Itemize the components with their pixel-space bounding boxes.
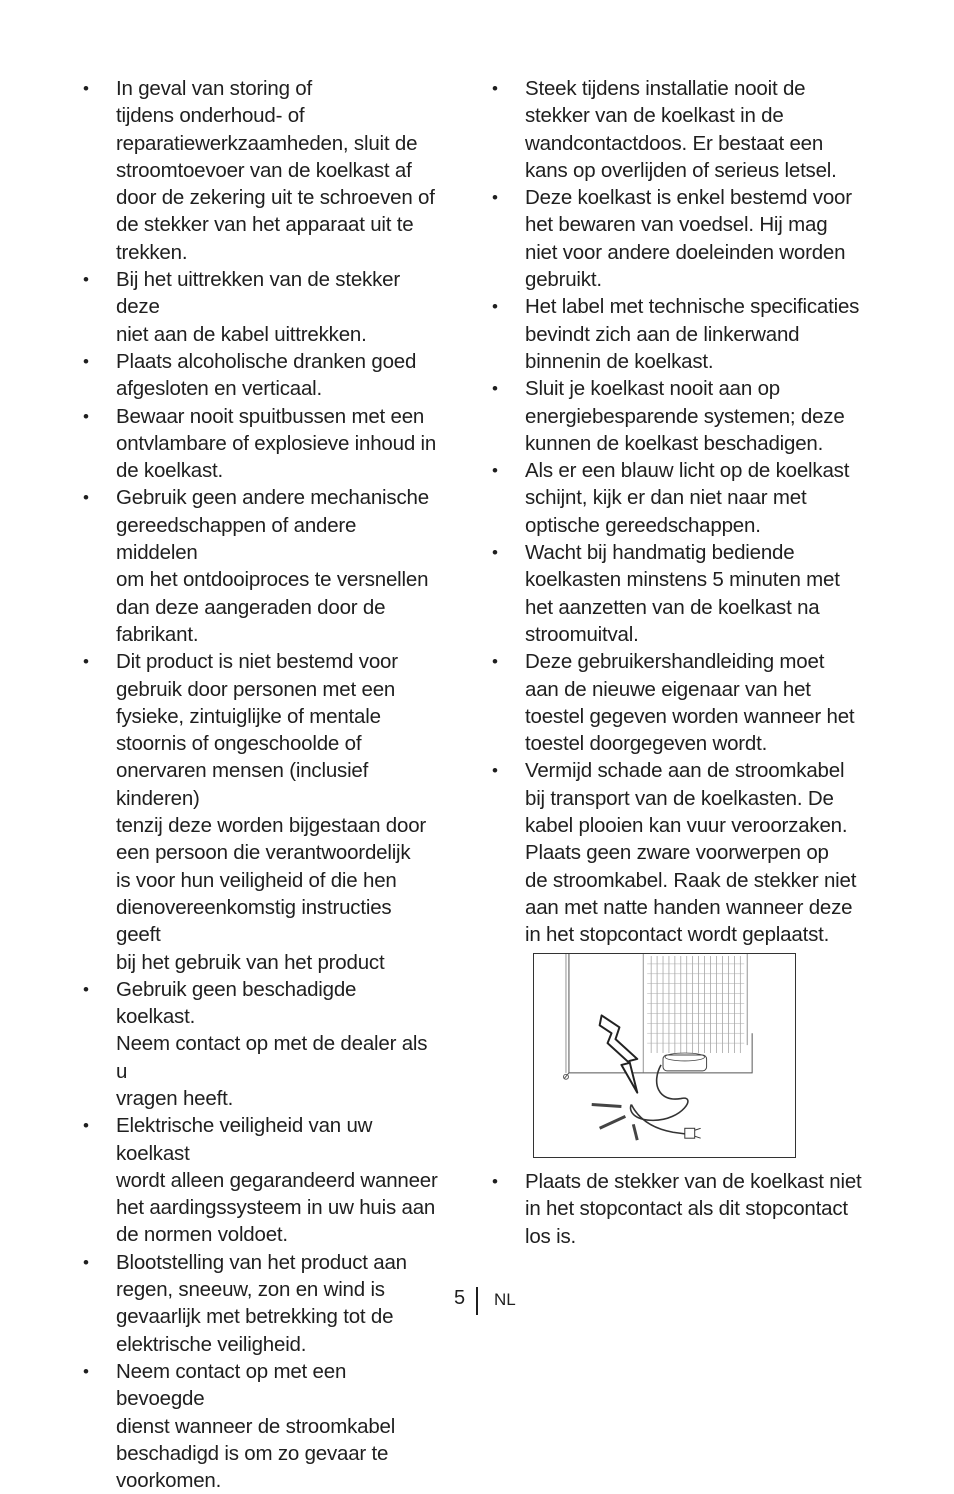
- page-number: 5: [454, 1287, 466, 1309]
- bullet-text-line: trekken.: [116, 240, 188, 264]
- right-bullet-list: [489, 75, 874, 949]
- bullet-dot: •: [83, 351, 89, 371]
- bullet-text-line: elektrische veiligheid.: [116, 1332, 307, 1356]
- bullet-item: [80, 1358, 440, 1494]
- bullet-text-line: niet aan de kabel uittrekken.: [116, 322, 367, 346]
- bullet-item: [80, 1112, 440, 1248]
- bullet-text-line: gereedschappen of andere middelen: [116, 513, 357, 565]
- bullet-text-line: Deze koelkast is enkel bestemd voor: [525, 186, 852, 210]
- bullet-text-line: het aanzetten van de koelkast na: [525, 595, 820, 619]
- bullet-text-line: gebruik door personen met een: [116, 677, 396, 701]
- bullet-item: [80, 648, 440, 976]
- bullet-item: [489, 293, 874, 375]
- bullet-text-line: Deze gebruikershandleiding moet: [525, 650, 825, 674]
- bullet-text-line: aan met natte handen wanneer deze: [525, 895, 853, 919]
- bullet-text-line: Gebruik geen andere mechanische: [116, 486, 429, 510]
- bullet-text-line: onervaren mensen (inclusief kinderen): [116, 759, 369, 810]
- bullet-text-line: optische gereedschappen.: [525, 513, 761, 537]
- bullet-text-line: reparatiewerkzaamheden, sluit de: [116, 131, 418, 155]
- bullet-dot: •: [83, 1252, 89, 1272]
- bullet-item: [489, 539, 874, 648]
- bullet-text-line: bij het gebruik van het product: [116, 950, 385, 974]
- bullet-text-line: Bewaar nooit spuitbussen met een: [116, 404, 425, 428]
- bullet-text-line: bij transport van de koelkasten. De: [525, 786, 834, 810]
- bullet-text-line: wandcontactdoos. Er bestaat een: [525, 131, 824, 155]
- bullet-text-line: energiebesparende systemen; deze: [525, 404, 845, 428]
- bullet-text-line: Plaats de stekker van de koelkast niet: [525, 1170, 862, 1193]
- bullet-text-line: Plaats alcoholische dranken goed: [116, 349, 417, 373]
- bullet-item: [489, 184, 874, 293]
- bullet-text-line: regen, sneeuw, zon en wind is: [116, 1278, 385, 1302]
- bullet-text-line: de koelkast.: [116, 459, 223, 483]
- bullet-text-line: Steek tijdens installatie nooit de: [525, 77, 806, 100]
- bullet-text-line: afgesloten en verticaal.: [116, 377, 323, 401]
- bullet-text-line: Blootstelling van het product aan: [116, 1250, 407, 1274]
- bullet-text-line: gebruikt.: [525, 268, 602, 292]
- bullet-dot: •: [492, 543, 498, 563]
- bullet-dot: •: [83, 1361, 89, 1381]
- bullet-item: [80, 266, 440, 348]
- bullet-dot: •: [83, 652, 89, 672]
- fridge-cable-illustration: [533, 953, 796, 1158]
- bullet-text-line: tenzij deze worden bijgestaan door: [116, 814, 427, 838]
- bullet-text-line: kans op overlijden of serieus letsel.: [525, 158, 837, 182]
- bullet-text-line: Als er een blauw licht op de koelkast: [525, 459, 850, 483]
- bullet-dot: •: [492, 297, 498, 317]
- left-bullet-list: [80, 75, 440, 1494]
- bullet-item: [80, 75, 440, 266]
- bullet-text-line: Gebruik geen beschadigde koelkast.: [116, 977, 357, 1029]
- bullet-item: [489, 457, 874, 539]
- bullet-item: [80, 403, 440, 485]
- bullet-text-line: het aardingssysteem in uw huis aan: [116, 1196, 436, 1220]
- bullet-dot: •: [83, 488, 89, 508]
- bullet-text-line: ontvlambare of explosieve inhoud in: [116, 431, 437, 455]
- bullet-text-line: vragen heeft.: [116, 1086, 234, 1110]
- bullet-text-line: het bewaren van voedsel. Hij mag: [525, 213, 828, 237]
- bullet-text-line: aan de nieuwe eigenaar van het: [525, 677, 811, 701]
- bullet-dot: •: [492, 761, 498, 781]
- bullet-text-line: Elektrische veiligheid van uw koelkast: [116, 1114, 373, 1165]
- bullet-text-line: Bij het uittrekken van de stekker deze: [116, 268, 400, 319]
- bullet-text-line: kabel plooien kan vuur veroorzaken.: [525, 814, 848, 838]
- bullet-dot: •: [492, 79, 498, 98]
- bullet-text-line: los is.: [525, 1224, 577, 1248]
- bullet-text-line: schijnt, kijk er dan niet naar met: [525, 486, 807, 510]
- bullet-text-line: Dit product is niet bestemd voor: [116, 650, 398, 674]
- bullet-dot: •: [83, 406, 89, 426]
- bullet-text-line: stoornis of ongeschoolde of: [116, 732, 362, 756]
- bullet-item: [489, 375, 874, 457]
- bullet-text-line: kunnen de koelkast beschadigen.: [525, 431, 824, 455]
- bullet-item: [489, 1168, 874, 1250]
- bullet-dot: •: [492, 1172, 498, 1191]
- bullet-dot: •: [83, 270, 89, 290]
- bullet-text-line: dan deze aangeraden door de: [116, 595, 386, 619]
- left-column: [80, 75, 440, 1494]
- right-bullet-list-after-figure: [489, 1168, 874, 1250]
- bullet-text-line: de stekker van het apparaat uit te: [116, 213, 414, 237]
- bullet-text-line: Wacht bij handmatig bediende: [525, 541, 795, 565]
- bullet-text-line: in het stopcontact als dit stopcontact: [525, 1197, 848, 1221]
- bullet-item: [80, 976, 440, 1112]
- bullet-text-line: gevaarlijk met betrekking tot de: [116, 1305, 394, 1329]
- bullet-item: [489, 757, 874, 948]
- bullet-text-line: fabrikant.: [116, 622, 199, 646]
- bullet-text-line: stroomtoevoer van de koelkast af: [116, 158, 412, 182]
- bullet-text-line: Het label met technische specificaties: [525, 295, 860, 319]
- bullet-text-line: toestel doorgegeven wordt.: [525, 732, 768, 756]
- right-column-after-figure: [489, 1168, 874, 1250]
- footer-separator: [476, 1287, 478, 1315]
- bullet-text-line: niet voor andere doeleinden worden: [525, 240, 846, 264]
- bullet-text-line: Plaats geen zware voorwerpen op: [525, 841, 829, 865]
- bullet-text-line: Vermijd schade aan de stroomkabel: [525, 759, 845, 783]
- language-code: NL: [494, 1290, 516, 1309]
- bullet-text-line: de stroomkabel. Raak de stekker niet: [525, 868, 857, 892]
- right-column: [489, 75, 874, 949]
- bullet-item: [80, 1249, 440, 1358]
- bullet-text-line: stekker van de koelkast in de: [525, 104, 784, 128]
- bullet-dot: •: [492, 652, 498, 672]
- bullet-text-line: Sluit je koelkast nooit aan op: [525, 377, 780, 401]
- bullet-text-line: een persoon die verantwoordelijk: [116, 841, 411, 865]
- bullet-dot: •: [83, 979, 89, 999]
- bullet-text-line: fysieke, zintuiglijke of mentale: [116, 704, 381, 728]
- bullet-dot: •: [492, 461, 498, 481]
- bullet-text-line: toestel gegeven worden wanneer het: [525, 704, 855, 728]
- bullet-text-line: dienovereenkomstig instructies geeft: [116, 895, 392, 947]
- bullet-text-line: is voor hun veiligheid of die hen: [116, 868, 397, 892]
- bullet-text-line: binnenin de koelkast.: [525, 349, 714, 373]
- bullet-item: [489, 648, 874, 757]
- bullet-dot: •: [83, 79, 89, 98]
- bullet-text-line: tijdens onderhoud- of: [116, 104, 305, 128]
- bullet-text-line: de normen voldoet.: [116, 1223, 288, 1247]
- refrigerator-power-cable-icon: [534, 954, 795, 1157]
- bullet-dot: •: [492, 188, 498, 208]
- bullet-text-line: stroomuitval.: [525, 622, 639, 646]
- bullet-text-line: beschadigd is om zo gevaar te: [116, 1441, 389, 1465]
- bullet-item: [489, 75, 874, 184]
- bullet-text-line: door de zekering uit te schroeven of: [116, 186, 435, 210]
- bullet-text-line: dienst wanneer de stroomkabel: [116, 1414, 396, 1438]
- bullet-text-line: in het stopcontact wordt geplaatst.: [525, 923, 830, 947]
- bullet-text-line: bevindt zich aan de linkerwand: [525, 322, 800, 346]
- bullet-item: [80, 348, 440, 403]
- bullet-text-line: wordt alleen gegarandeerd wanneer: [116, 1168, 438, 1192]
- bullet-text-line: Neem contact op met een bevoegde: [116, 1359, 347, 1411]
- bullet-text-line: koelkasten minstens 5 minuten met: [525, 568, 840, 592]
- bullet-text-line: voorkomen.: [116, 1469, 222, 1493]
- bullet-text-line: In geval van storing of: [116, 77, 312, 100]
- bullet-item: [80, 484, 440, 648]
- bullet-dot: •: [492, 379, 498, 399]
- bullet-dot: •: [83, 1116, 89, 1136]
- bullet-text-line: om het ontdooiproces te versnellen: [116, 568, 429, 592]
- bullet-text-line: Neem contact op met de dealer als u: [116, 1032, 428, 1083]
